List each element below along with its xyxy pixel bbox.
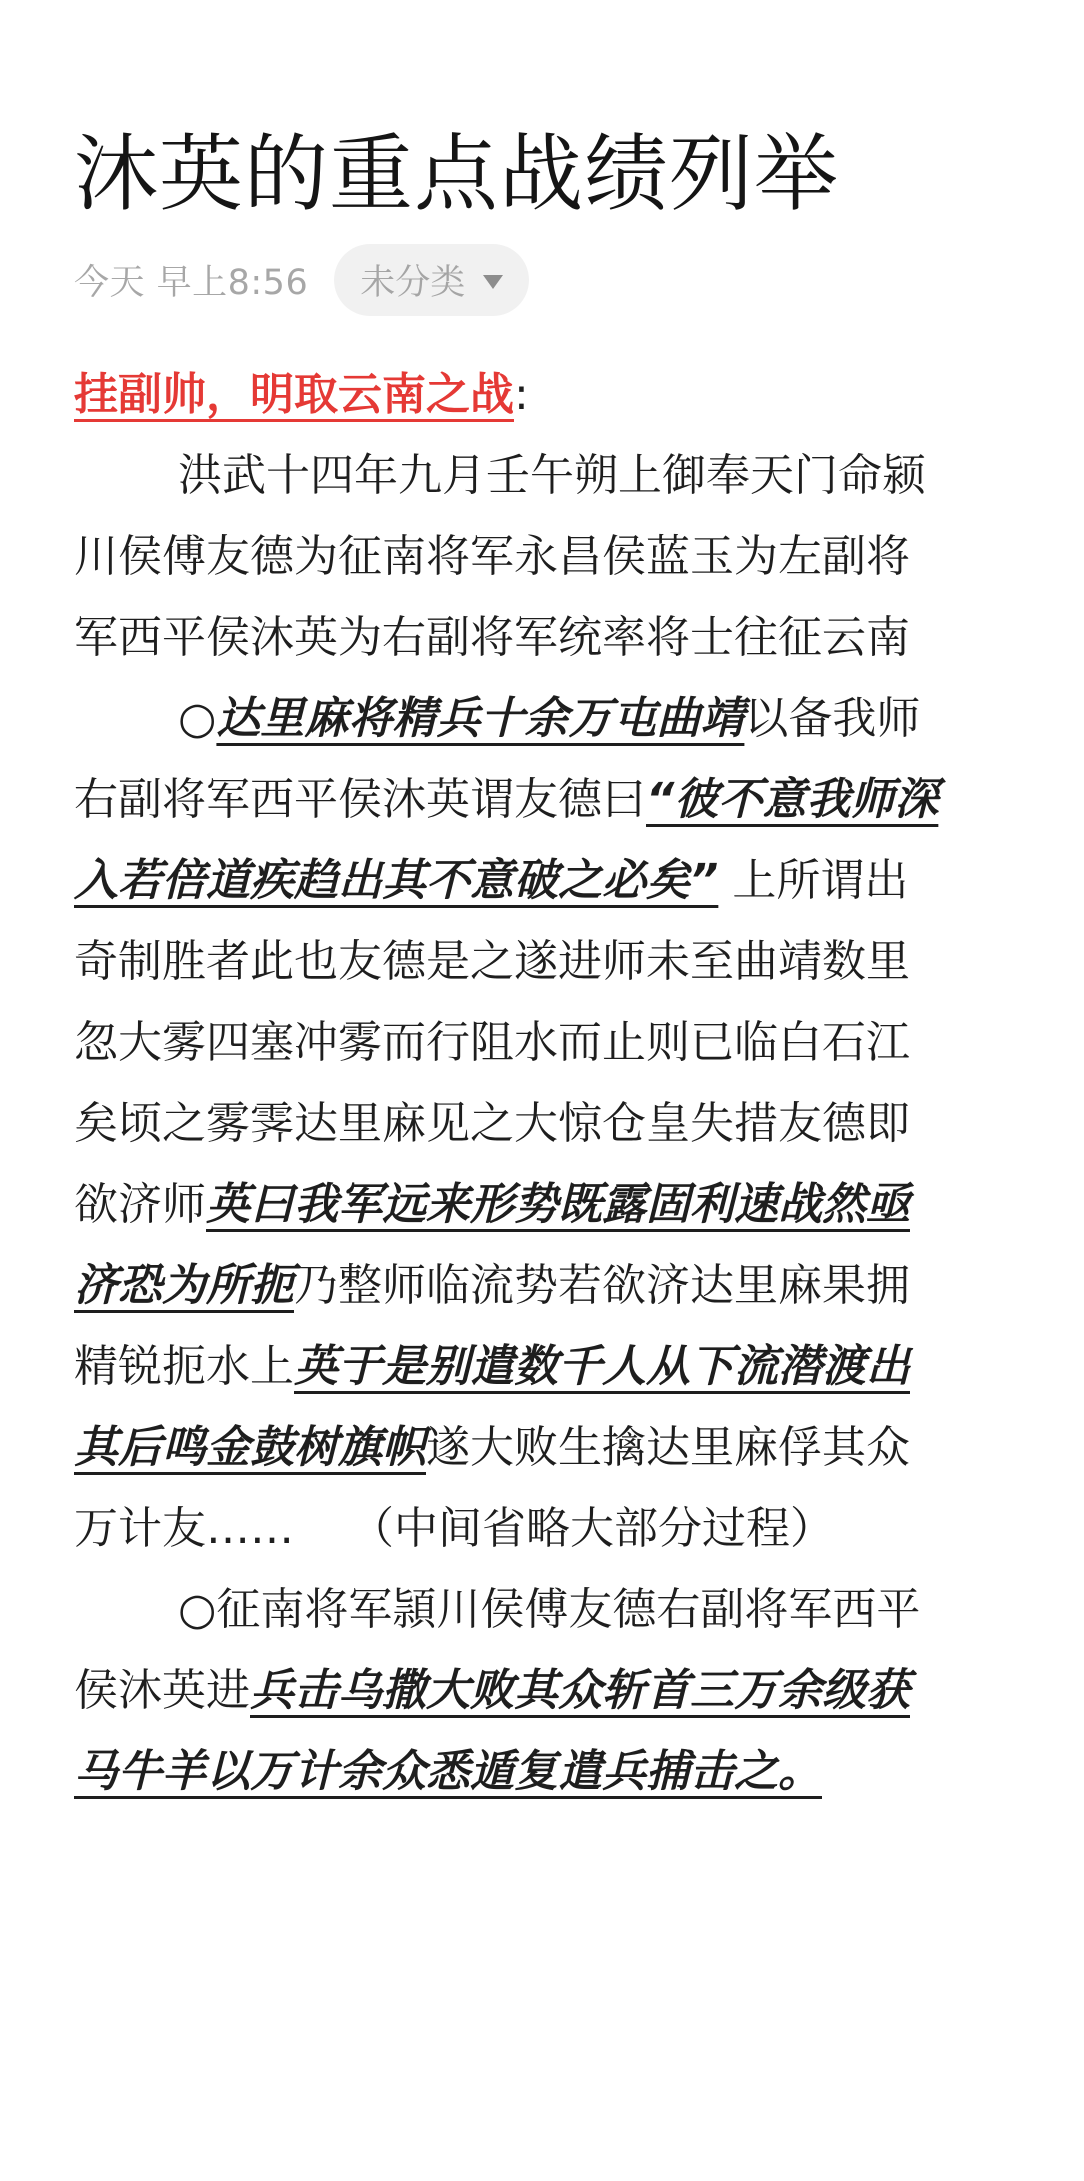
- text-span: 右副将军西平侯沐英谓友德曰: [74, 774, 646, 825]
- text-span: 精锐扼水上: [74, 1341, 294, 1392]
- category-label: 未分类: [360, 263, 466, 303]
- emphasized-text: “彼不意我师深: [646, 774, 939, 825]
- text-span: 军西平侯沐英为右副将军统率将士往征云南: [74, 612, 910, 663]
- section-heading: 挂副帅，明取云南之战: [74, 369, 514, 420]
- paragraph-line: [74, 1326, 1010, 1407]
- note-content[interactable]: [74, 354, 1010, 1812]
- emphasized-text: 兵击乌撒大败其众斩首三万余级获: [250, 1665, 910, 1716]
- paragraph-line: [74, 921, 1010, 1002]
- note-title: 沐英的重点战绩列举: [74, 125, 840, 223]
- dropdown-triangle-icon: [483, 275, 503, 289]
- paragraph-line: [74, 840, 1010, 921]
- text-span: 奇制胜者此也友德是之遂进师未至曲靖数里: [74, 936, 910, 987]
- section-heading-colon: :: [514, 369, 529, 420]
- paragraph-line: [74, 516, 1010, 597]
- text-span: 万计友……: [74, 1503, 294, 1554]
- section-heading-line: [74, 354, 1010, 435]
- text-span: 川侯傅友德为征南将军永昌侯蓝玉为左副将: [74, 531, 910, 582]
- note-time: 今天 早上8:56: [74, 263, 309, 303]
- text-span: 忽大雾四塞冲雾而行阻水而止则已临白石江: [74, 1017, 910, 1068]
- bullet-circle: ○: [178, 693, 217, 744]
- note-meta: [74, 244, 529, 316]
- paragraph-line: [74, 597, 1010, 678]
- paragraph-line: [74, 678, 1010, 759]
- text-span: 欲济师: [74, 1179, 206, 1230]
- paragraph-line: [74, 1731, 1010, 1812]
- emphasized-text: 济恐为所扼: [74, 1260, 294, 1311]
- paragraph-line: [74, 759, 1010, 840]
- paragraph-line: [74, 1083, 1010, 1164]
- text-span: 侯沐英进: [74, 1665, 250, 1716]
- text-span: 遂大败生擒达里麻俘其众: [426, 1422, 910, 1473]
- paragraph-line: [74, 1002, 1010, 1083]
- emphasized-text: 达里麻将精兵十余万屯曲靖: [216, 693, 745, 744]
- category-dropdown-button[interactable]: [334, 244, 529, 316]
- emphasized-text: 马牛羊以万计余众悉遁复遣兵捕击之。: [74, 1746, 822, 1797]
- paragraph-line: [74, 1164, 1010, 1245]
- text-span: 乃整师临流势若欲济达里麻果拥: [294, 1260, 910, 1311]
- paragraph-line: [74, 1569, 1010, 1650]
- emphasized-text: 其后鸣金鼓树旗帜: [74, 1422, 426, 1473]
- emphasized-text: 入若倍道疾趋出其不意破之必矣”: [74, 855, 719, 906]
- paragraph-line: [74, 435, 1010, 516]
- text-span: （中间省略大部分过程）: [350, 1503, 834, 1554]
- text-span: 上所谓出: [718, 855, 909, 906]
- emphasized-text: 英曰我军远来形势既露固利速战然亟: [206, 1179, 910, 1230]
- paragraph-line: [74, 1488, 1010, 1569]
- paragraph-line: [74, 1245, 1010, 1326]
- text-span: 洪武十四年九月壬午朔上御奉天门命颍: [178, 450, 926, 501]
- text-span: 以备我师: [744, 693, 921, 744]
- paragraph-line: [74, 1407, 1010, 1488]
- emphasized-text: 英于是别遣数千人从下流潜渡出: [294, 1341, 910, 1392]
- text-span: ○征南将军頴川侯傅友德右副将军西平: [178, 1584, 921, 1635]
- paragraph-line: [74, 1650, 1010, 1731]
- text-span: 矣顷之雾霁达里麻见之大惊仓皇失措友德即: [74, 1098, 910, 1149]
